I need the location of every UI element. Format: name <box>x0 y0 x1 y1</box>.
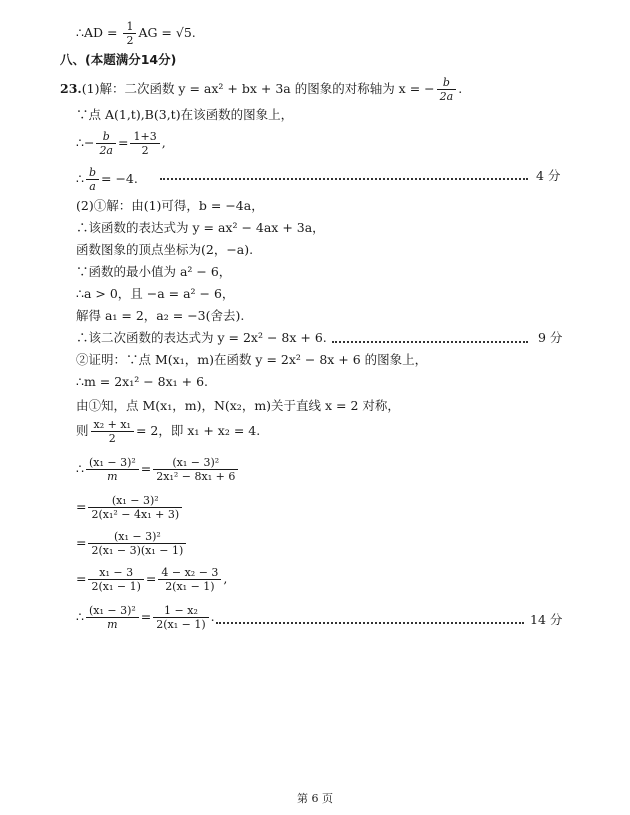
leader-dots <box>332 341 528 343</box>
question-23-line <box>60 76 462 103</box>
part2-line: ∴a > 0，且 −a = a² − 6， <box>76 286 235 301</box>
text: AG = √5. <box>138 25 196 40</box>
fraction: $\frac{1}{2}$ <box>123 20 136 47</box>
fraction: $\frac{\text{(x₁ − 3)²}}{\text{2(x₁² − 4x₁ + 3)}}$ <box>88 494 182 521</box>
part3-line: ②证明：∵点 M(x₁，m)在函数 y = 2x² − 8x + 6 的图象上， <box>76 352 428 367</box>
derivation-line: = $\frac{\text{x₁ − 3}}{\text{2(x₁ − 1)}}$ = $\frac{\text{4 − x₂ − 3}}{\text{2(x₁ − 1)}}$ , <box>76 566 228 593</box>
fraction: $\frac{\text{x₁ − 3}}{\text{2(x₁ − 1)}}$ <box>88 566 143 593</box>
page-number: 第 6 页 <box>297 792 333 805</box>
text: ∴AD = <box>76 25 122 40</box>
derivation-line: = $\frac{\text{(x₁ − 3)²}}{\text{2(x₁² − 4x₁ + 3)}}$ <box>76 494 184 521</box>
ratio-line: ∴ $\frac{b}{a}$ = −4. <box>76 166 138 193</box>
fraction: $\frac{b}{2a}$ <box>96 130 116 157</box>
part2-line: ∴该二次函数的表达式为 y = 2x² − 8x + 6. <box>76 330 327 345</box>
fraction: $\frac{\text{x₂ + x₁}}{2}$ <box>91 418 134 445</box>
symmetry-line: 则 $\frac{\text{x₂ + x₁}}{2}$ = 2，即 x₁ + x₂ = 4. <box>76 418 261 445</box>
leader-dots <box>160 178 528 180</box>
fraction: $\frac{\text{4 − x₂ − 3}}{\text{2(x₁ − 1)}}$ <box>158 566 221 593</box>
text: . <box>458 81 463 96</box>
equation-line: ∴− $\frac{b}{2a}$ = $\frac{1+3}{2}$ , <box>76 130 166 157</box>
score-marker: 9 分 <box>538 330 563 345</box>
score-marker: 14 分 <box>530 612 563 627</box>
score-marker: 4 分 <box>536 168 561 183</box>
derivation-line: = $\frac{\text{(x₁ − 3)²}}{\text{2(x₁ − 3)(x₁ − 1)}}$ <box>76 530 188 557</box>
fraction: $\frac{\text{1 − x₂}}{\text{2(x₁ − 1)}}$ <box>153 604 208 631</box>
fraction: $\frac{b}{2a}$ <box>437 76 457 103</box>
fraction: $\frac{\text{(x₁ − 3)²}}{\text{2(x₁ − 3)(x₁ − 1)}}$ <box>88 530 186 557</box>
section-heading: 八、(本题满分14分) <box>60 52 177 67</box>
leader-dots <box>216 622 524 624</box>
part2-line: ∴该函数的表达式为 y = ax² − 4ax + 3a， <box>76 220 325 235</box>
part2-line: 解得 a₁ = 2，a₂ = −3(舍去). <box>76 308 245 323</box>
fraction: $\frac{\text{(x₁ − 3)²}}{m}$ <box>86 604 139 631</box>
part2-line: 函数图象的顶点坐标为(2，−a). <box>76 242 254 257</box>
part2-line: ∵函数的最小值为 a² − 6， <box>76 264 232 279</box>
text: (1)解：二次函数 y = ax² + bx + 3a 的图象的对称轴为 x = − <box>81 81 435 96</box>
part3-line: ∴m = 2x₁² − 8x₁ + 6. <box>76 374 209 389</box>
fraction: $\frac{\text{(x₁ − 3)²}}{m}$ <box>86 456 139 483</box>
answer-line-ad <box>76 20 196 47</box>
question-number: 23. <box>60 81 82 96</box>
derivation-line: ∴ $\frac{\text{(x₁ − 3)²}}{m}$ = $\frac{\text{1 − x₂}}{\text{2(x₁ − 1)}}$ . <box>76 604 215 631</box>
points-line: ∵点 A(1,t),B(3,t)在该函数的图象上， <box>76 107 294 122</box>
part2-line: (2)①解：由(1)可得，b = −4a， <box>76 198 264 213</box>
fraction: $\frac{\text{(x₁ − 3)²}}{\text{2x₁² − 8x₁ + 6}}$ <box>153 456 238 483</box>
fraction: $\frac{b}{a}$ <box>86 166 99 193</box>
fraction: $\frac{1+3}{2}$ <box>130 130 159 157</box>
derivation-line: ∴ $\frac{\text{(x₁ − 3)²}}{m}$ = $\frac{\text{(x₁ − 3)²}}{\text{2x₁² − 8x₁ + 6}}$ <box>76 456 240 483</box>
part3-line: 由①知，点 M(x₁，m)，N(x₂，m)关于直线 x = 2 对称， <box>76 398 400 413</box>
